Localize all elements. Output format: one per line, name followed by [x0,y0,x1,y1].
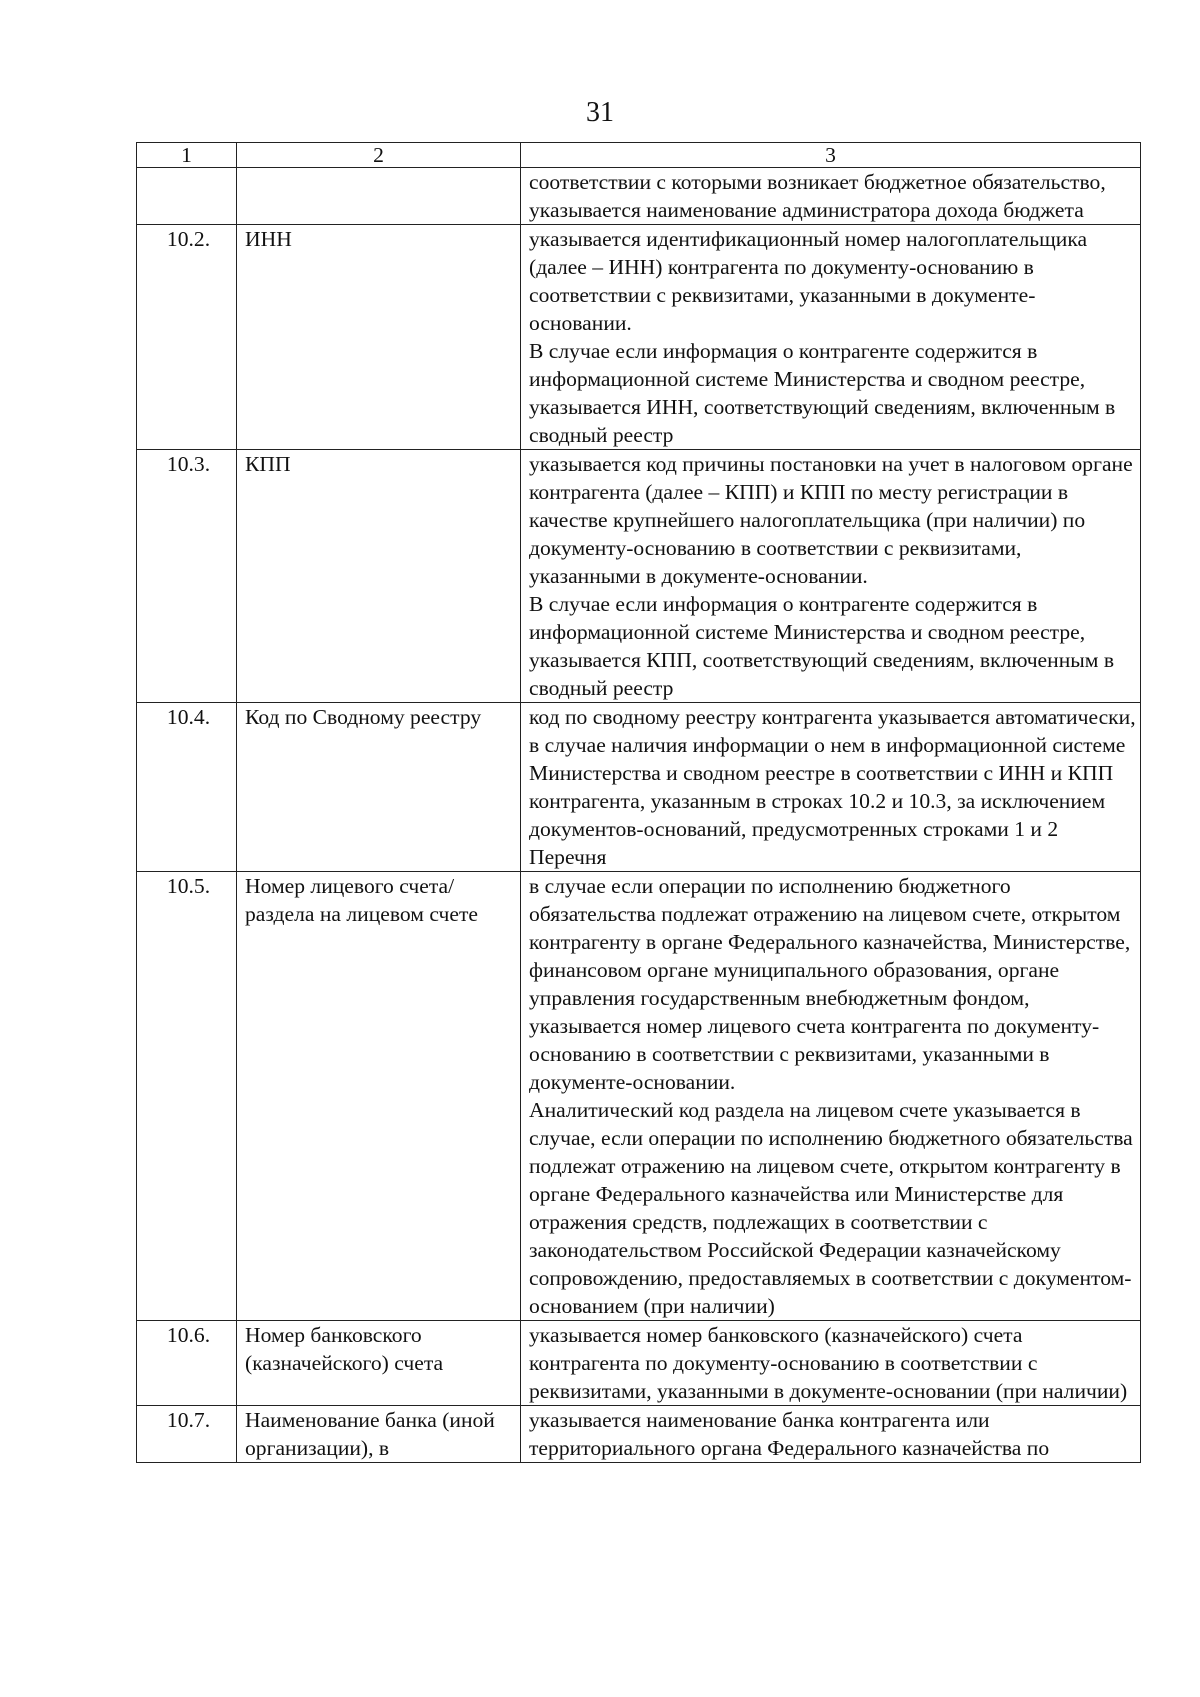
field-name: КПП [237,450,521,703]
field-description [521,1321,1141,1406]
description-paragraph: В случае если информация о контрагенте содержится в информационной системе Министерства и сводном реестре, указывается ИНН, соответствующий сведениям, включенным в сводный реестр [529,339,1116,447]
description-paragraph: Аналитический код раздела на лицевом счете указывается в случае, если операции по исполнению бюджетного обязательства подлежат отражению на лицевом счете, открытом контрагенту в органе Федерального казначейства или Министерстве для отражения средств, подлежащих в соответствии с законодательством Российской Федерации казначейскому сопровождению, предоставляемых в соответствии с документом-основанием (при наличии) [529,1098,1133,1318]
field-description [521,1406,1141,1463]
row-number: 10.7. [137,1406,237,1463]
description-paragraph: указывается код причины постановки на учет в налоговом органе контрагента (далее – КПП) и КПП по месту регистрации в качестве крупнейшего налогоплательщика (при наличии) по документу-основанию в соответствии с реквизитами, указанными в документе-основании. [529,452,1133,588]
field-name: Номер банковского (казначейского) счета [237,1321,521,1406]
field-description [521,872,1141,1321]
field-name [237,168,521,225]
column-header-description: 3 [521,143,1141,168]
table-row [137,1321,1141,1406]
table-row [137,703,1141,872]
field-name: Наименование банка (иной организации), в [237,1406,521,1463]
field-description [521,168,1141,225]
row-number: 10.3. [137,450,237,703]
description-paragraph: указывается наименование банка контрагента или территориального органа Федерального казначейства по [529,1408,1050,1460]
row-number: 10.5. [137,872,237,1321]
row-number: 10.6. [137,1321,237,1406]
field-description [521,703,1141,872]
instructions-table [136,142,1141,1463]
table-row [137,168,1141,225]
table-header-row [137,143,1141,168]
description-paragraph: в случае если операции по исполнению бюджетного обязательства подлежат отражению на лицевом счете, открытом контрагенту в органе Федерального казначейства, Министерстве, финансовом органе муниципального образования, органе управления государственным внебюджетным фондом, указывается номер лицевого счета контрагента по документу-основанию в соответствии с реквизитами, указанными в документе-основании. [529,874,1131,1094]
column-header-number: 1 [137,143,237,168]
description-paragraph: указывается номер банковского (казначейского) счета контрагента по документу-основанию в соответствии с реквизитами, указанными в документе-основании (при наличии) [529,1323,1128,1403]
field-description [521,450,1141,703]
field-name: Код по Сводному реестру [237,703,521,872]
page-number: 31 [586,97,614,128]
description-paragraph: код по сводному реестру контрагента указывается автоматически, в случае наличия информации о нем в информационной системе Министерства и сводном реестре в соответствии с ИНН и КПП контрагента, указанным в строках 10.2 и 10.3, за исключением документов-оснований, предусмотренных строками 1 и 2 Перечня [529,705,1136,869]
field-description [521,225,1141,450]
description-paragraph: указывается идентификационный номер налогоплательщика (далее – ИНН) контрагента по документу-основанию в соответствии с реквизитами, указанными в документе-основании. [529,227,1088,335]
row-number: 10.4. [137,703,237,872]
row-number [137,168,237,225]
description-paragraph: соответствии с которыми возникает бюджетное обязательство, указывается наименование администратора дохода бюджета [529,170,1106,222]
field-name: ИНН [237,225,521,450]
row-number: 10.2. [137,225,237,450]
description-paragraph: В случае если информация о контрагенте содержится в информационной системе Министерства и сводном реестре, указывается КПП, соответствующий сведениям, включенным в сводный реестр [529,592,1115,700]
table-row [137,1406,1141,1463]
field-name: Номер лицевого счета/раздела на лицевом счете [237,872,521,1321]
table-row [137,225,1141,450]
table-row [137,450,1141,703]
table-row [137,872,1141,1321]
column-header-field: 2 [237,143,521,168]
